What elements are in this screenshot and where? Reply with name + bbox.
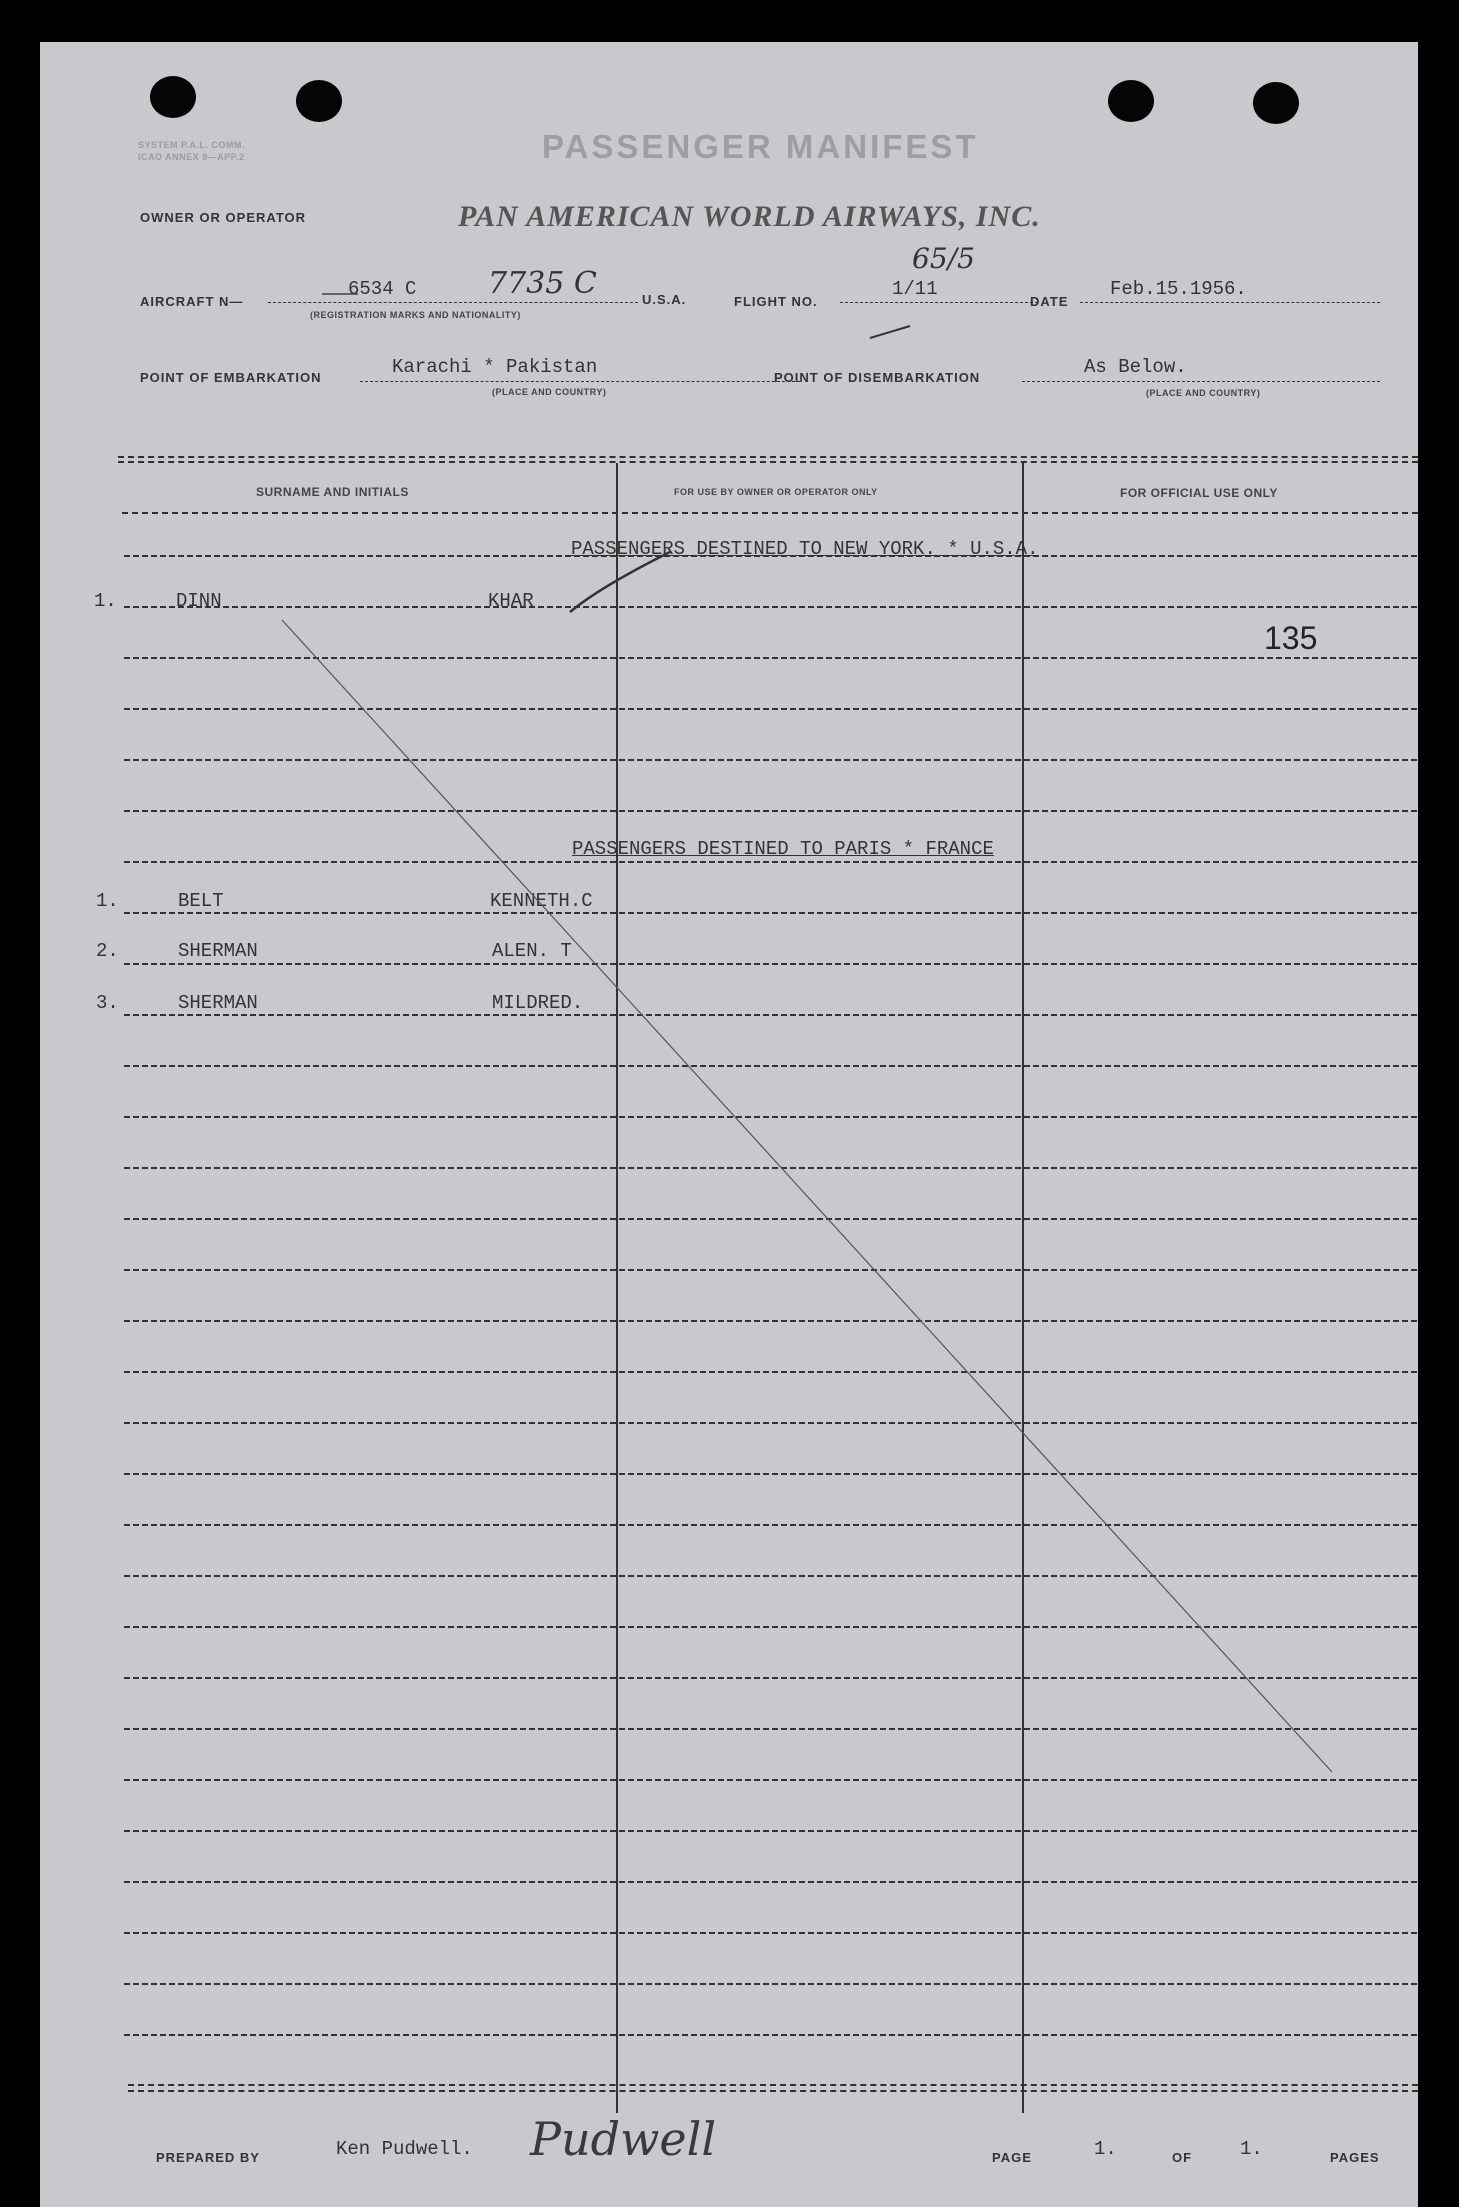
page-value: 1. — [1094, 2138, 1117, 2160]
manifest-page — [40, 42, 1418, 2207]
usa-label: U.S.A. — [642, 292, 687, 307]
pencil-check-mark — [570, 552, 670, 612]
prepared-label: PREPARED BY — [156, 2150, 260, 2165]
of-value: 1. — [1240, 2138, 1263, 2160]
passenger-given-name: KHAR — [488, 590, 534, 612]
pencil-diagonal-line — [282, 620, 1332, 1772]
corner-note-line-1: SYSTEM P.A.L. COMM. — [138, 140, 245, 150]
passenger-surname: DINN — [176, 590, 222, 612]
passenger-given-name: ALEN. T — [492, 940, 572, 962]
aircraft-label: AIRCRAFT N— — [140, 294, 244, 309]
prepared-value: Ken Pudwell. — [336, 2138, 473, 2160]
aircraft-value-handwritten: 7735 C — [488, 266, 597, 301]
row-number: 1. — [96, 890, 119, 912]
col-header-official: FOR OFFICIAL USE ONLY — [1120, 486, 1278, 500]
disembark-label: POINT OF DISEMBARKATION — [774, 370, 981, 385]
embark-label: POINT OF EMBARKATION — [140, 370, 322, 385]
passenger-given-name: KENNETH.C — [490, 890, 593, 912]
owner-label: OWNER OR OPERATOR — [140, 210, 307, 225]
page-title: PASSENGER MANIFEST — [542, 128, 979, 165]
disembark-value: As Below. — [1084, 356, 1187, 378]
embark-value: Karachi * Pakistan — [392, 356, 598, 378]
owner-value: PAN AMERICAN WORLD AIRWAYS, INC. — [458, 200, 1041, 233]
registration-caption: (REGISTRATION MARKS AND NATIONALITY) — [310, 310, 521, 320]
passenger-given-name: MILDRED. — [492, 992, 584, 1014]
corner-note-line-2: ICAO ANNEX 9—APP.2 — [138, 152, 245, 162]
official-stamp-number: 135 — [1264, 620, 1318, 656]
of-label: OF — [1172, 2150, 1193, 2165]
ruled-lines — [40, 42, 1418, 2207]
flight-value-handwritten: 65/5 — [912, 242, 975, 275]
col-header-surname: SURNAME AND INITIALS — [256, 485, 409, 499]
group1-heading: PASSENGERS DESTINED TO NEW YORK. * U.S.A. — [571, 538, 1039, 560]
date-value: Feb.15.1956. — [1110, 278, 1247, 300]
row-number: 2. — [96, 940, 119, 962]
embark-caption: (PLACE AND COUNTRY) — [492, 387, 607, 397]
passenger-surname: BELT — [178, 890, 224, 912]
pages-label: PAGES — [1330, 2150, 1380, 2165]
disembark-caption: (PLACE AND COUNTRY) — [1146, 388, 1261, 398]
flight-value-typed: 1/11 — [892, 278, 938, 300]
row-number: 1. — [94, 590, 117, 612]
passenger-surname: SHERMAN — [178, 992, 258, 1014]
flight-strike-mark — [870, 326, 910, 338]
col-header-operator: FOR USE BY OWNER OR OPERATOR ONLY — [674, 487, 878, 497]
signature: Pudwell — [530, 2112, 717, 2166]
passenger-surname: SHERMAN — [178, 940, 258, 962]
aircraft-value-typed: 6534 C — [348, 278, 417, 300]
date-label: DATE — [1030, 294, 1069, 309]
group2-heading: PASSENGERS DESTINED TO PARIS * FRANCE — [572, 838, 994, 860]
row-number: 3. — [96, 992, 119, 1014]
page-label: PAGE — [992, 2150, 1032, 2165]
flight-label: FLIGHT NO. — [734, 294, 818, 309]
